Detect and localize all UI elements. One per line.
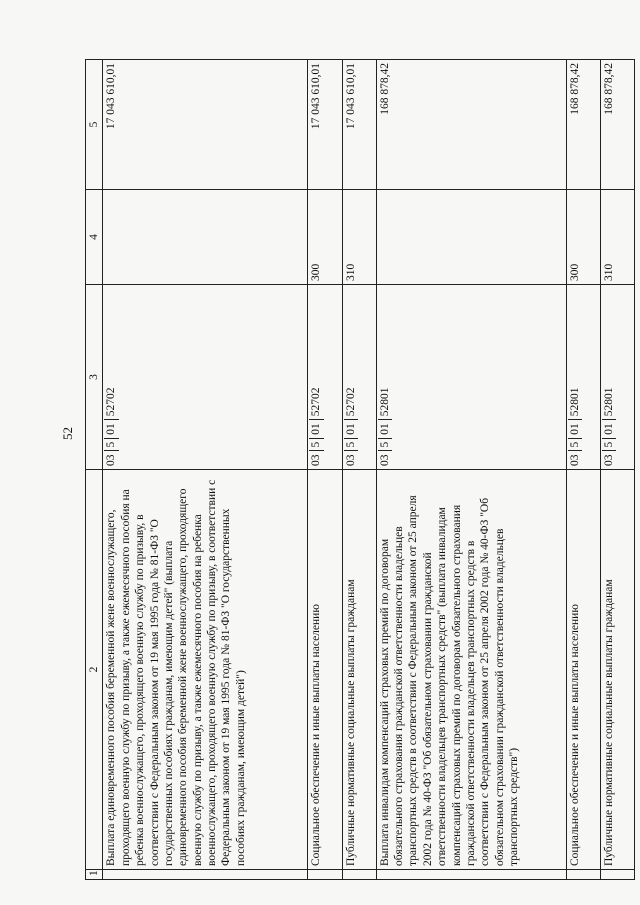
row-vr — [103, 190, 308, 285]
row-code: 0350152801 — [600, 285, 634, 470]
row-sum: 17 043 610,01 — [308, 60, 342, 190]
header-col-2: 2 — [86, 470, 103, 870]
row-vr: 300 — [566, 190, 600, 285]
row-name: Публичные нормативные социальные выплаты гражданам — [600, 470, 634, 870]
row-vr — [376, 190, 566, 285]
table-row — [376, 60, 566, 880]
row-code: 0350152702 — [103, 285, 308, 470]
budget-table-rotated — [85, 60, 635, 880]
header-col-5: 5 — [86, 60, 103, 190]
row-name: Выплата инвалидам компенсаций страховых премий по договорам обязательного страхования гражданской ответственности владельцев транспортных средств в соответствии с Федеральным законом от 25 апреля 2002 года № 40-ФЗ "Об обязательном страховании гражданской ответственности владельцев транспортных средств" (выплата инвалидам компенсаций страховых премий по договорам обязательного страхования гражданской ответственности владельцев транспортных средств в соответствии с Федеральным законом от 25 апреля 2002 года № 40-ФЗ "Об обязательном страховании гражданской ответственности владельцев транспортных средств") — [376, 470, 566, 870]
row-vr: 310 — [600, 190, 634, 285]
row-code: 0350152801 — [376, 285, 566, 470]
table-row — [342, 60, 376, 880]
row-vr: 310 — [342, 190, 376, 285]
table-row — [566, 60, 600, 880]
header-col-3: 3 — [86, 285, 103, 470]
row-sum: 17 043 610,01 — [342, 60, 376, 190]
table-row — [600, 60, 634, 880]
row-code: 0350152702 — [342, 285, 376, 470]
row-name: Публичные нормативные социальные выплаты гражданам — [342, 470, 376, 870]
row-sum: 168 878,42 — [566, 60, 600, 190]
table-header-row — [86, 60, 103, 880]
row-code: 0350152801 — [566, 285, 600, 470]
row-sum: 168 878,42 — [600, 60, 634, 190]
row-vr: 300 — [308, 190, 342, 285]
table-row — [308, 60, 342, 880]
budget-table — [85, 59, 635, 880]
page-number: 52 — [60, 427, 75, 440]
header-col-1: 1 — [86, 870, 103, 880]
row-name: Социальное обеспечение и иные выплаты населению — [566, 470, 600, 870]
row-sum: 17 043 610,01 — [103, 60, 308, 190]
row-name: Социальное обеспечение и иные выплаты населению — [308, 470, 342, 870]
header-col-4: 4 — [86, 190, 103, 285]
row-name: Выплата единовременного пособия беременной жене военнослужащего, проходящего военную службу по призыву, а также ежемесячного пособия на ребенка военнослужащего, проходящего военную службу по призыву, в соответствии с Федеральным законом от 19 мая 1995 года № 81-ФЗ "О государственных пособиях гражданам, имеющим детей" (выплата единовременного пособия беременной жене военнослужащего, проходящего военную службу по призыву, а также ежемесячного пособия на ребенка военнослужащего, проходящего военную службу по призыву, в соответствии с Федеральным законом от 19 мая 1995 года № 81-ФЗ "О государственных пособиях гражданам, имеющим детей") — [103, 470, 308, 870]
row-sum: 168 878,42 — [376, 60, 566, 190]
row-code: 0350152702 — [308, 285, 342, 470]
table-row — [103, 60, 308, 880]
